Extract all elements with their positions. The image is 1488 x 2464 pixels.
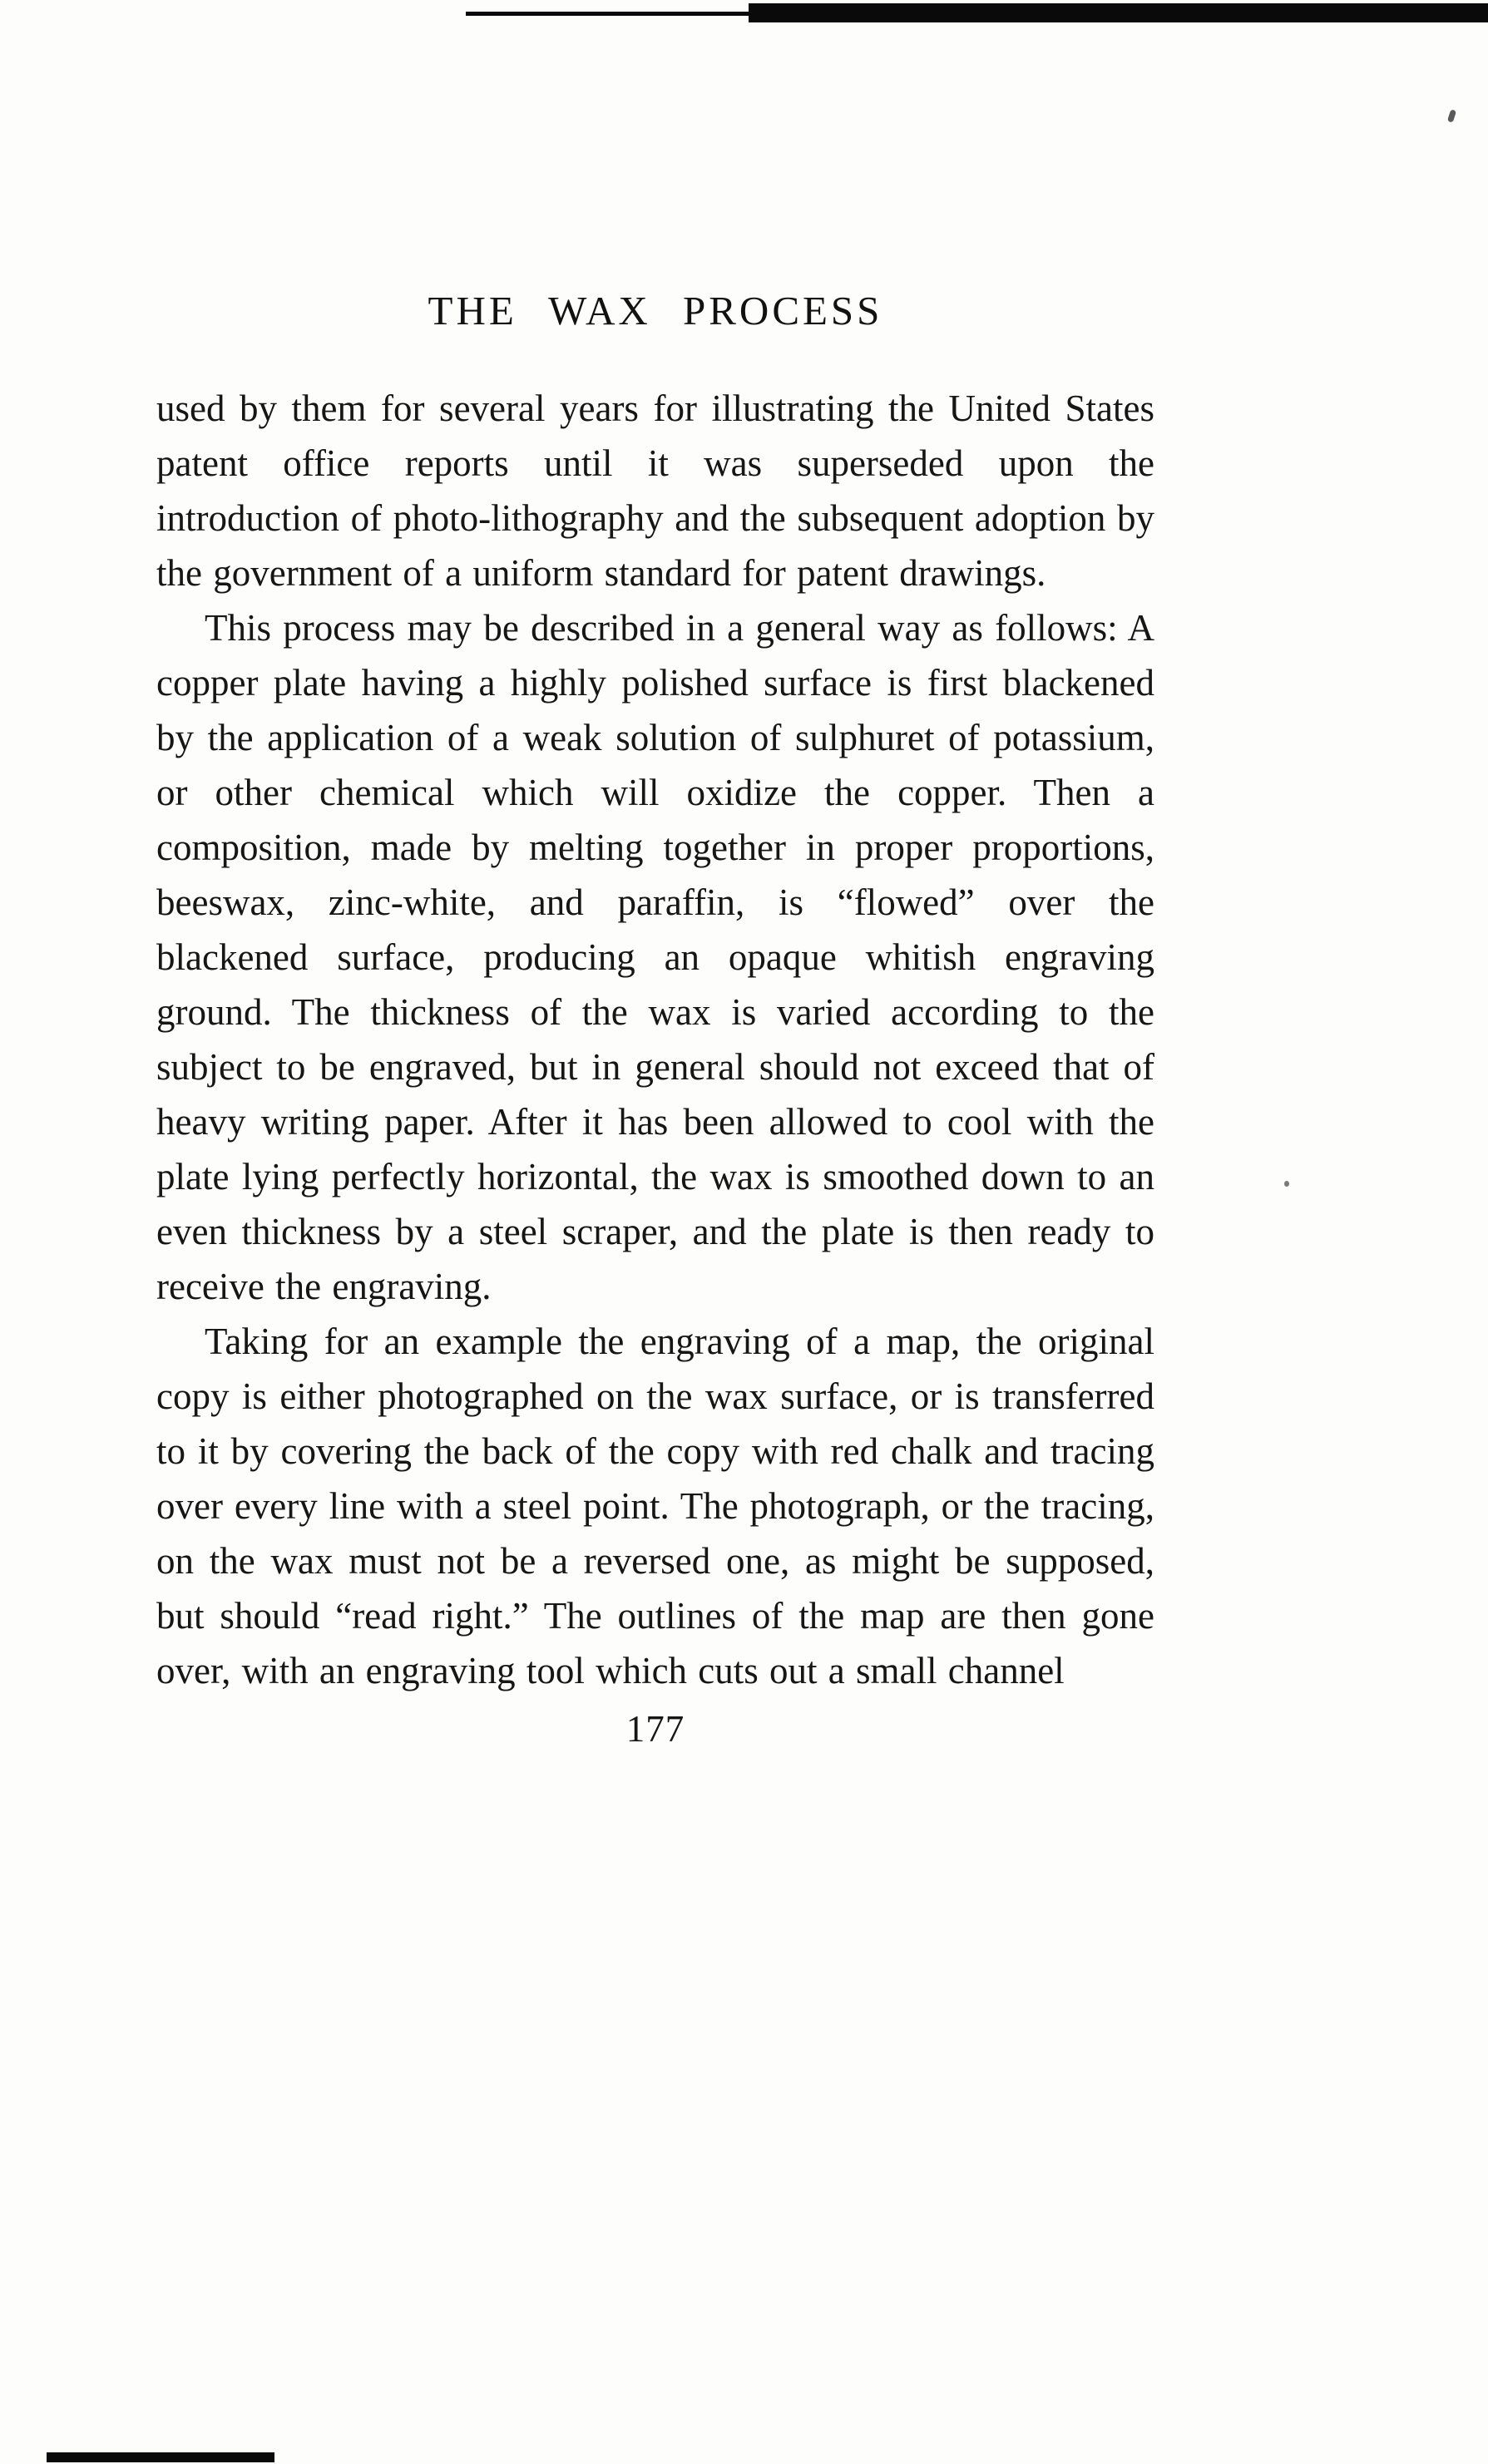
scan-artifact-thick-bar [749, 3, 1488, 22]
paragraph: used by them for several years for illustrating the United States patent office reports until it was superseded upon the introduction of photo-lithography and the subsequent adoption by the government of a uniform standard for patent drawings. [156, 388, 1154, 594]
page-number: 177 [625, 1708, 685, 1750]
paragraph: Taking for an example the engraving of a map, the original copy is either photographed on the wax surface, or is transferred to it by covering the back of the copy with red chalk and tracing over every line with a steel point. The photograph, or the tracing, on the wax must not be a reversed one, as might be supposed, but should “read right.” The outlines of the map are then gone over, with an engraving tool which cuts out a small channel [156, 1321, 1154, 1691]
text-column [156, 288, 1154, 1756]
paragraph: This process may be described in a general way as follows: A copper plate having a highly polished surface is first blackened by the application of a weak solution of sulphuret of potassium, or other chemical which will oxidize the copper. Then a composition, made by melting together in proper proportions, beeswax, zinc-white, and paraffin, is “flowed” over the blackened surface, producing an opaque whitish engraving ground. The thickness of the wax is varied according to the subject to be engraved, but in general should not exceed that of heavy writing paper. After it has been allowed to cool with the plate lying perfectly horizontal, the wax is smoothed down to an even thickness by a steel scraper, and the plate is then ready to receive the engraving. [156, 607, 1154, 1307]
scan-speck-mid-right [1284, 1181, 1289, 1187]
scan-speck-top-right [1447, 109, 1456, 122]
scan-artifact-bottom-bar [47, 2452, 274, 2462]
page-title: THE WAX PROCESS [428, 288, 883, 333]
